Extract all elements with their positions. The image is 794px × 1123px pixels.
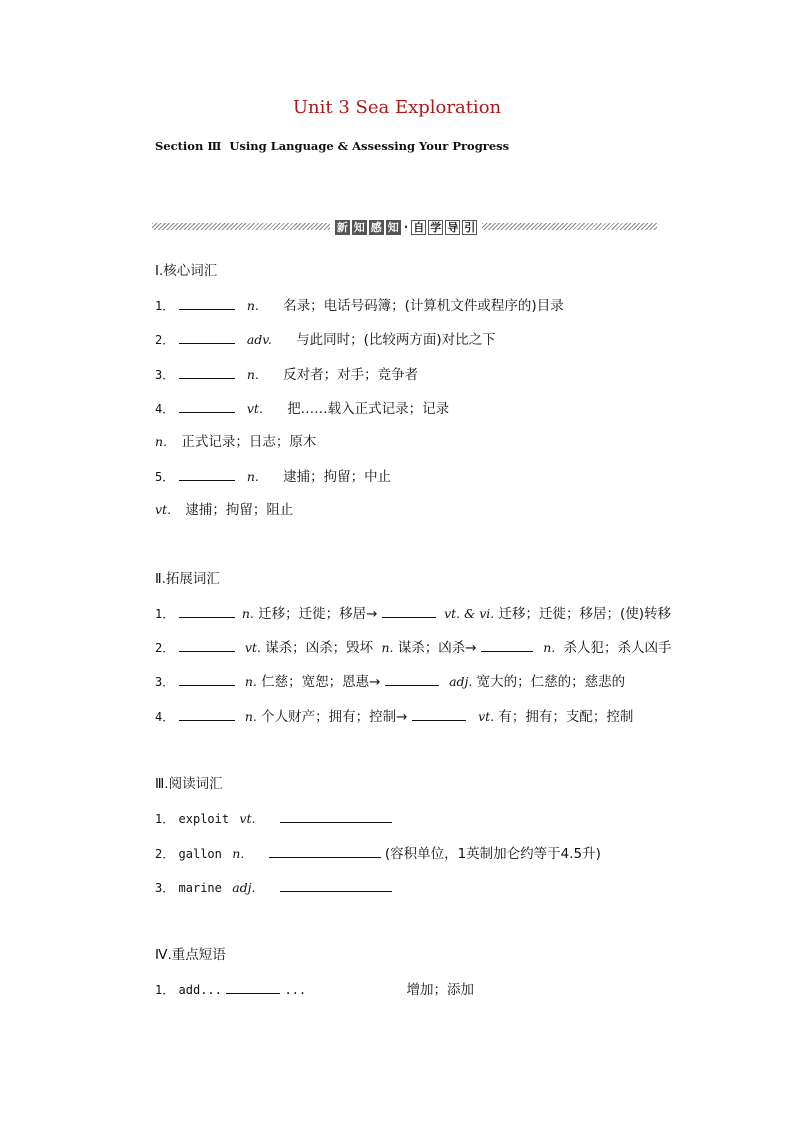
meaning: 有；拥有；支配；控制 (498, 709, 634, 725)
answer-blank[interactable] (382, 604, 436, 618)
part-of-speech: n. (241, 606, 254, 621)
phrase-start: add... (178, 983, 222, 997)
section-heading: Ⅰ.核心词汇 (155, 263, 218, 279)
meaning: 把……载入正式记录；记录 (287, 401, 450, 417)
vocab-item (155, 844, 601, 863)
part-of-speech: vt. (478, 709, 495, 724)
item-number: 4． (155, 402, 175, 416)
banner-chip: 知 (353, 221, 365, 234)
banner-chip: 引 (464, 221, 476, 234)
word: gallon (178, 847, 222, 861)
banner-chip: 自 (413, 221, 425, 234)
item-number: 2． (155, 847, 175, 861)
answer-blank[interactable] (280, 809, 392, 823)
banner-chip: 学 (430, 221, 442, 234)
vocab-item (155, 809, 392, 828)
item-number: 5． (155, 470, 175, 484)
banner-label (330, 218, 482, 236)
answer-blank[interactable] (179, 672, 235, 686)
answer-blank[interactable] (179, 365, 235, 379)
part-of-speech: vt. (239, 811, 256, 826)
page-title: Unit 3 Sea Exploration (292, 97, 502, 118)
part-of-speech: n. (244, 674, 257, 689)
answer-blank[interactable] (481, 638, 533, 652)
part-of-speech: n. (246, 367, 259, 382)
answer-blank[interactable] (179, 638, 235, 652)
part-of-speech: n. (232, 846, 245, 861)
item-number: 2． (155, 641, 175, 655)
section-subtitle: Section Ⅲ Using Language & Assessing Your Progress (155, 139, 510, 153)
item-number: 2． (155, 333, 175, 347)
part-of-speech: adj. (449, 674, 473, 689)
meaning: 宽大的；仁慈的；慈悲的 (476, 674, 626, 690)
vocab-item (155, 672, 625, 691)
meaning: 正式记录；日志；原木 (181, 434, 317, 450)
item-number: 3． (155, 675, 175, 689)
item-number: 1． (155, 983, 175, 997)
vocab-item (155, 330, 496, 349)
meaning: 谋杀；凶杀；毁坏 (265, 640, 374, 656)
part-of-speech: vt. (244, 640, 261, 655)
vocab-item (155, 433, 316, 451)
part-of-speech: vt. (155, 502, 172, 517)
phrase-end: ... (284, 983, 307, 997)
phrase-item (155, 980, 474, 999)
section-heading: Ⅲ.阅读词汇 (155, 776, 223, 792)
meaning: 迁移；迁徙；移居→ (258, 606, 378, 622)
note: (容积单位，1英制加仑约等于4.5升) (384, 846, 601, 862)
answer-blank[interactable] (179, 296, 235, 310)
banner-chip: 导 (447, 221, 459, 234)
meaning: 仁慈；宽恕；恩惠→ (261, 674, 381, 690)
meaning: 杀人犯；杀人凶手 (563, 640, 672, 656)
meaning: 反对者；对手；竞争者 (283, 367, 419, 383)
answer-blank[interactable] (179, 399, 235, 413)
answer-blank[interactable] (179, 467, 235, 481)
vocab-item (155, 707, 633, 726)
meaning: 名录；电话号码簿；(计算机文件或程序的)目录 (283, 298, 564, 314)
part-of-speech: n. (543, 640, 556, 655)
part-of-speech: n. (155, 434, 168, 449)
vocab-item (155, 638, 672, 657)
part-of-speech: n. (244, 709, 257, 724)
answer-blank[interactable] (179, 604, 235, 618)
item-number: 3． (155, 881, 175, 895)
banner-chip: 新 (336, 221, 348, 234)
banner-hatch-right (482, 223, 657, 230)
vocab-item (155, 604, 671, 623)
part-of-speech: vt. & vi. (444, 606, 495, 621)
banner-chip: 感 (370, 221, 382, 234)
part-of-speech: n. (246, 469, 259, 484)
banner-separator: · (403, 220, 409, 234)
vocab-item (155, 365, 418, 384)
item-number: 3． (155, 368, 175, 382)
item-number: 1． (155, 607, 175, 621)
section-heading: Ⅱ.拓展词汇 (155, 571, 220, 587)
meaning: 逮捕；拘留；阻止 (185, 502, 294, 518)
banner (152, 218, 657, 236)
answer-blank[interactable] (179, 330, 235, 344)
meaning: 与此同时；(比较两方面)对比之下 (296, 332, 496, 348)
part-of-speech: adv. (246, 332, 272, 347)
meaning: 谋杀；凶杀→ (397, 640, 477, 656)
vocab-item (155, 296, 564, 315)
item-number: 1． (155, 299, 175, 313)
meaning: 逮捕；拘留；中止 (283, 469, 392, 485)
vocab-item (155, 467, 391, 486)
meaning: 迁移；迁徙；移居；(使)转移 (498, 606, 672, 622)
vocab-item (155, 501, 293, 519)
item-number: 4． (155, 710, 175, 724)
meaning: 增加；添加 (406, 982, 474, 998)
banner-hatch-left (152, 223, 330, 230)
answer-blank[interactable] (226, 980, 280, 994)
answer-blank[interactable] (179, 707, 235, 721)
item-number: 1． (155, 812, 175, 826)
answer-blank[interactable] (385, 672, 439, 686)
answer-blank[interactable] (280, 878, 392, 892)
word: marine (178, 881, 222, 895)
vocab-item (155, 878, 392, 897)
section-heading: Ⅳ.重点短语 (155, 947, 226, 963)
banner-chip: 知 (387, 221, 399, 234)
vocab-item (155, 399, 449, 418)
word: exploit (178, 812, 230, 826)
part-of-speech: n. (246, 298, 259, 313)
part-of-speech: adj. (232, 880, 256, 895)
answer-blank[interactable] (269, 844, 381, 858)
part-of-speech: n. (381, 640, 394, 655)
meaning: 个人财产；拥有；控制→ (261, 709, 408, 725)
answer-blank[interactable] (412, 707, 466, 721)
part-of-speech: vt. (246, 401, 263, 416)
